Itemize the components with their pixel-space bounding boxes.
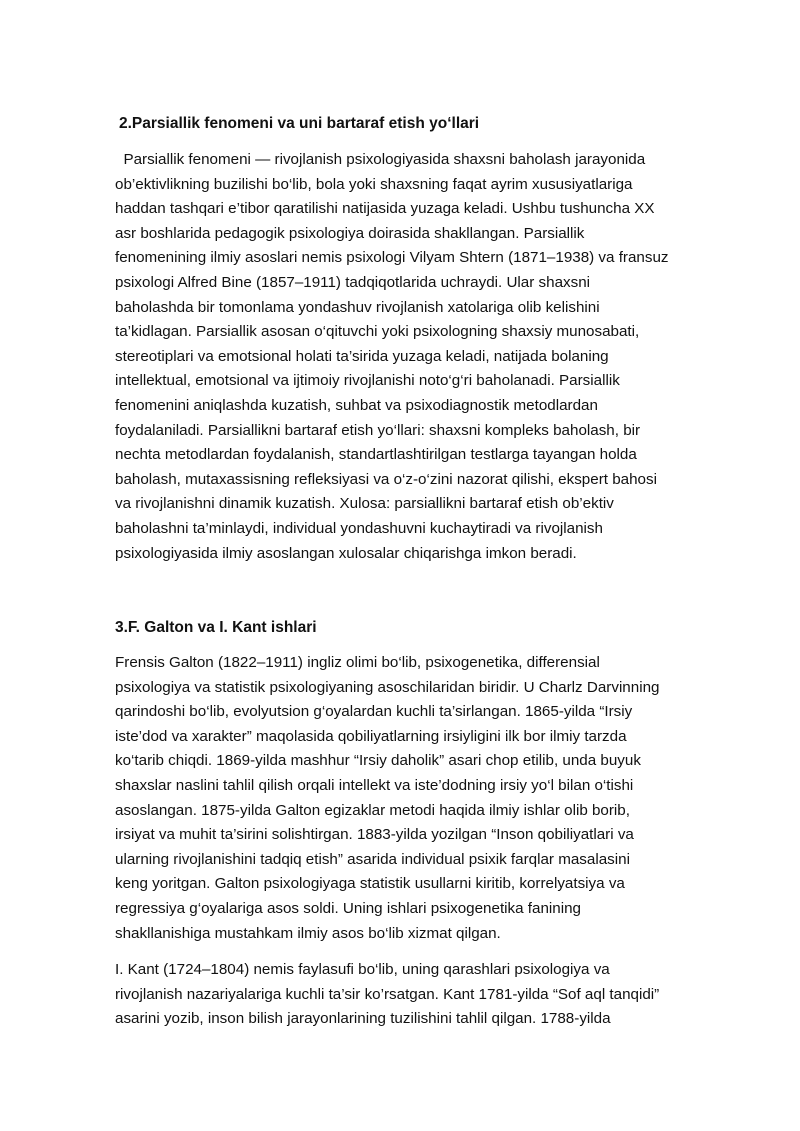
text-line: baholashni ta’minlaydi, individual yondashuvni kuchaytiradi va rivojlanish bbox=[115, 519, 603, 537]
text-line: foydalaniladi. Parsiallikni bartaraf etish yo‘llari: shaxsni kompleks baholash, bir bbox=[115, 421, 641, 439]
text-line: regressiya g‘oyalariga asos soldi. Uning ishlari psixogenetika fanining bbox=[115, 899, 582, 917]
text-line: fenomenini aniqlashda kuzatish, suhbat va psixodiagnostik metodlardan bbox=[115, 396, 598, 414]
text-line: I. Kant (1724–1804) nemis faylasufi bo‘lib, uning qarashlari psixologiya va bbox=[115, 961, 610, 978]
text-line: rivojlanish nazariyalariga kuchli ta’sir ko’rsatgan. Kant 1781-yilda “Sof aql tanqidi” bbox=[115, 985, 660, 1003]
text-line: shaxslar naslini tahlil qilish orqali intellekt va iste’dodning irsiy yo‘l bilan o‘tishi bbox=[115, 776, 634, 794]
text-line: shakllanishiga mustahkam ilmiy asos bo‘lib xizmat qilgan. bbox=[115, 924, 501, 942]
text-line: ta’kidlagan. Parsiallik asosan o‘qituvchi yoki psixologning shaxsiy munosabati, bbox=[115, 323, 640, 341]
text-line: baholash, mutaxassisning refleksiyasi va o‘z-o‘zini nazorat qilishi, ekspert bahosi bbox=[115, 470, 657, 488]
text-line: asr boshlarida pedagogik psixologiya doirasida shakllangan. Parsiallik bbox=[115, 224, 585, 242]
text-line: qarindoshi bo‘lib, evolyutsion g‘oyalardan kuchli ta’sirlangan. 1865-yilda “Irsiy bbox=[115, 703, 633, 721]
text-line: psixologiya va statistik psixologiyaning asoschilaridan biridir. U Charlz Darvinning bbox=[115, 678, 660, 696]
text-line: nechta metodlardan foydalanish, standartlashtirilgan testlarga tayangan holda bbox=[115, 446, 637, 464]
text-line: asarini yozib, inson bilish jarayonlarining tuzilishini tahlil qilgan. 1788-yilda bbox=[115, 1010, 611, 1028]
text-line: fenomenining ilmiy asoslari nemis psixologi Vilyam Shtern (1871–1938) va fransuz bbox=[115, 249, 669, 267]
text-line: asoslangan. 1875-yilda Galton egizaklar metodi haqida ilmiy ishlar olib borib, bbox=[115, 801, 630, 819]
text-line: Parsiallik fenomeni — rivojlanish psixologiyasida shaxsni baholash jarayonida bbox=[115, 151, 646, 168]
text-line: psixologi Alfred Bine (1857–1911) tadqiqotlarida uchraydi. Ular shaxsni bbox=[115, 273, 591, 291]
section-2-heading: 2.Parsiallik fenomeni va uni bartaraf etish yo‘llari bbox=[119, 115, 480, 132]
galton-paragraph bbox=[115, 651, 745, 946]
section-2-paragraph bbox=[115, 148, 745, 566]
text-line: haddan tashqari e’tibor qaratilishi natijasida yuzaga keladi. Ushbu tushuncha XX bbox=[115, 200, 655, 218]
section-3-heading: 3.F. Galton va I. Kant ishlari bbox=[115, 619, 317, 636]
text-line: irsiyat va muhit ta’sirini solishtirgan. 1883-yilda yozilgan “Inson qobiliyatlari va bbox=[115, 826, 634, 844]
text-line: ularning rivojlanishini tadqiq etish” asarida individual psixik farqlar masalasini bbox=[115, 850, 630, 868]
text-line: psixologiyasida ilmiy asoslangan xulosalar chiqarishga imkon beradi. bbox=[115, 544, 577, 562]
kant-paragraph bbox=[115, 958, 745, 1032]
text-line: ob’ektivlikning buzilishi bo‘lib, bola yoki shaxsning faqat ayrim xususiyatlariga bbox=[115, 175, 633, 193]
text-line: stereotiplari va emotsional holati ta’sirida yuzaga keladi, natijada bolaning bbox=[115, 347, 609, 365]
text-line: va rivojlanishni dinamik kuzatish. Xulosa: parsiallikni bartaraf etish ob’ektiv bbox=[115, 495, 614, 513]
text-line: baholashda bir tomonlama yondashuv rivojlanish xatolariga olib kelishini bbox=[115, 298, 600, 316]
text-line: Frensis Galton (1822–1911) ingliz olimi bo‘lib, psixogenetika, differensial bbox=[115, 654, 600, 671]
text-line: keng yoritgan. Galton psixologiyaga statistik usullarni kiritib, korrelyatsiya va bbox=[115, 875, 625, 893]
text-line: intellektual, emotsional va ijtimoiy rivojlanishi noto‘g‘ri baholanadi. Parsiallik bbox=[115, 372, 620, 390]
text-line: iste’dod va xarakter” maqolasida qobiliyatlarning irsiyligini ilk bor ilmiy tarzda bbox=[115, 727, 627, 745]
text-line: ko‘tarib chiqdi. 1869-yilda mashhur “Irsiy daholik” asari chop etilib, unda buyuk bbox=[115, 752, 641, 770]
